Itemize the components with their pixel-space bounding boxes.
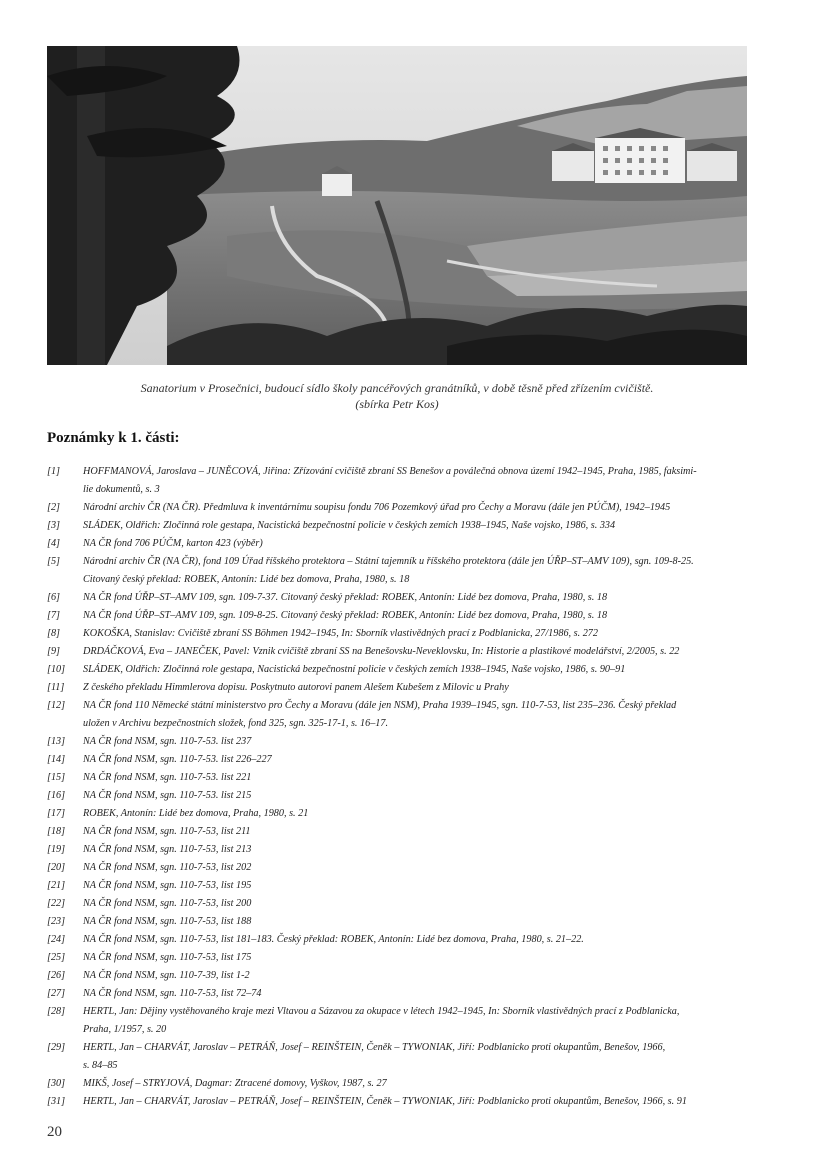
note-number: [28]: [47, 1006, 66, 1017]
note-number: [26]: [47, 970, 66, 981]
note-item: [47, 1075, 747, 1093]
note-text-line: DRDÁČKOVÁ, Eva – JANEČEK, Pavel: Vznik cvičiště zbraní SS na Benešovsku-Neveklovsku, In: Historie a plastikové modelářství, 2/2005, s. 22: [83, 646, 680, 657]
note-text: [83, 535, 747, 553]
note-text-line: NA ČR fond NSM, sgn. 110-7-53, list 200: [83, 898, 252, 909]
note-number: [22]: [47, 898, 66, 909]
note-item: [47, 949, 747, 967]
note-item: [47, 895, 747, 913]
note-text-line: uložen v Archivu bezpečnostních složek, fond 325, sgn. 325-17-1, s. 16–17.: [83, 718, 389, 729]
note-number: [16]: [47, 790, 66, 801]
note-number: [14]: [47, 754, 66, 765]
note-text: [83, 985, 747, 1003]
note-item: [47, 1039, 747, 1075]
note-text: [83, 589, 747, 607]
note-text-line: NA ČR fond NSM, sgn. 110-7-53. list 226–227: [83, 754, 272, 765]
note-text: [83, 1003, 747, 1039]
note-item: [47, 553, 747, 589]
sanatorium-photo: [47, 46, 747, 365]
photo-illustration: [47, 46, 747, 365]
note-text: [83, 517, 747, 535]
note-item: [47, 661, 747, 679]
note-text-line: NA ČR fond NSM, sgn. 110-7-53, list 195: [83, 880, 252, 891]
note-number: [31]: [47, 1096, 66, 1107]
note-text-line: SLÁDEK, Oldřich: Zločinná role gestapa, Nacistická bezpečnostní policie v českých zemích 1938–1945, Naše vojsko, 1986, s. 334: [83, 520, 616, 531]
note-text: [83, 859, 747, 877]
note-item: [47, 931, 747, 949]
note-item: [47, 769, 747, 787]
note-item: [47, 697, 747, 733]
note-item: [47, 967, 747, 985]
note-item: [47, 913, 747, 931]
note-number: [11]: [47, 682, 65, 693]
note-item: [47, 1003, 747, 1039]
note-text: [83, 931, 747, 949]
note-text-line: HERTL, Jan – CHARVÁT, Jaroslav – PETRÁŇ, Josef – REINŠTEIN, Čeněk – TYWONIAK, Jiří: Podblanicko proti okupantům, Benešov, 1966,: [83, 1042, 666, 1053]
note-number: [30]: [47, 1078, 66, 1089]
note-text-line: NA ČR fond NSM, sgn. 110-7-53, list 213: [83, 844, 252, 855]
note-number: [17]: [47, 808, 66, 819]
note-text: [83, 1039, 747, 1075]
note-text-line: SLÁDEK, Oldřich: Zločinná role gestapa, Nacistická bezpečnostní policie v českých zemích 1938–1945, Naše vojsko, 1986, s. 90–91: [83, 664, 626, 675]
note-item: [47, 751, 747, 769]
note-text: [83, 751, 747, 769]
note-item: [47, 805, 747, 823]
note-text-line: Národní archiv ČR (NA ČR). Předmluva k inventárnímu soupisu fondu 706 Pozemkový úřad pro Čechy a Moravu (dále jen PÚČM), 1942–1945: [83, 502, 671, 513]
note-text: [83, 949, 747, 967]
note-text-line: NA ČR fond NSM, sgn. 110-7-53. list 215: [83, 790, 252, 801]
note-text: [83, 823, 747, 841]
note-text-line: NA ČR fond NSM, sgn. 110-7-53, list 188: [83, 916, 252, 927]
note-text: [83, 499, 747, 517]
notes-heading: Poznámky k 1. části:: [47, 430, 180, 446]
note-text: [83, 841, 747, 859]
note-item: [47, 607, 747, 625]
note-item: [47, 823, 747, 841]
note-text-line: Z českého překladu Himmlerova dopisu. Poskytnuto autorovi panem Alešem Kubešem z Milovic u Prahy: [83, 682, 509, 693]
note-item: [47, 625, 747, 643]
note-number: [15]: [47, 772, 66, 783]
note-number: [7]: [47, 610, 61, 621]
note-number: [12]: [47, 700, 66, 711]
note-text-line: ROBEK, Antonín: Lidé bez domova, Praha, 1980, s. 21: [83, 808, 309, 819]
note-text-line: NA ČR fond 110 Německé státní ministerstvo pro Čechy a Moravu (dále jen NSM), Praha 1939–1945, sgn. 110-7-53, list 235–236. Český překlad: [83, 700, 677, 711]
note-text: [83, 769, 747, 787]
note-text-line: s. 84–85: [83, 1060, 118, 1071]
note-text: [83, 1093, 747, 1111]
note-number: [13]: [47, 736, 66, 747]
photo-caption: [47, 380, 747, 412]
note-item: [47, 787, 747, 805]
note-number: [2]: [47, 502, 61, 513]
note-item: [47, 859, 747, 877]
note-text-line: Národní archiv ČR (NA ČR), fond 109 Úřad říšského protektora – Státní tajemník u říšského protektora (dále jen ÚŘP–ST–AMV 109), sgn. 109-8-25.: [83, 556, 694, 567]
note-item: [47, 985, 747, 1003]
note-item: [47, 535, 747, 553]
note-number: [18]: [47, 826, 66, 837]
note-text-line: NA ČR fond NSM, sgn. 110-7-53, list 202: [83, 862, 252, 873]
note-text-line: Citovaný český překlad: ROBEK, Antonín: Lidé bez domova, Praha, 1980, s. 18: [83, 574, 410, 585]
note-text: [83, 895, 747, 913]
note-item: [47, 499, 747, 517]
note-text-line: HERTL, Jan – CHARVÁT, Jaroslav – PETRÁŇ, Josef – REINŠTEIN, Čeněk – TYWONIAK, Jiří: Podblanicko proti okupantům, Benešov, 1966, s. 91: [83, 1096, 687, 1107]
note-text: [83, 463, 747, 499]
caption-line-2: (sbírka Petr Kos): [355, 397, 439, 411]
note-number: [6]: [47, 592, 61, 603]
note-item: [47, 589, 747, 607]
note-text: [83, 625, 747, 643]
note-text-line: NA ČR fond NSM, sgn. 110-7-53, list 181–183. Český překlad: ROBEK, Antonín: Lidé bez domova, Praha, 1980, s. 21–22.: [83, 934, 584, 945]
note-text-line: NA ČR fond NSM, sgn. 110-7-53. list 221: [83, 772, 252, 783]
note-text: [83, 733, 747, 751]
note-number: [27]: [47, 988, 66, 999]
note-text-line: NA ČR fond 706 PÚČM, karton 423 (výběr): [83, 538, 263, 549]
note-text: [83, 787, 747, 805]
note-number: [1]: [47, 466, 61, 477]
note-item: [47, 679, 747, 697]
notes-list: [47, 463, 747, 1111]
note-text: [83, 967, 747, 985]
note-number: [3]: [47, 520, 61, 531]
note-number: [21]: [47, 880, 66, 891]
note-text-line: NA ČR fond NSM, sgn. 110-7-39, list 1-2: [83, 970, 250, 981]
note-text-line: HOFFMANOVÁ, Jaroslava – JUNĚCOVÁ, Jiřina: Zřízování cvičiště zbraní SS Benešov a poválečná obnova území 1942–1945, Praha, 1985, faksimi-: [83, 466, 697, 477]
note-number: [29]: [47, 1042, 66, 1053]
note-item: [47, 517, 747, 535]
note-text: [83, 913, 747, 931]
note-number: [5]: [47, 556, 61, 567]
note-item: [47, 733, 747, 751]
note-text: [83, 553, 747, 589]
note-text: [83, 877, 747, 895]
note-number: [25]: [47, 952, 66, 963]
note-number: [8]: [47, 628, 61, 639]
note-text: [83, 679, 747, 697]
note-number: [23]: [47, 916, 66, 927]
note-text: [83, 607, 747, 625]
note-text-line: NA ČR fond NSM, sgn. 110-7-53, list 211: [83, 826, 251, 837]
note-text-line: KOKOŠKA, Stanislav: Cvičiště zbraní SS Böhmen 1942–1945, In: Sborník vlastivědných prací z Podblanicka, 27/1986, s. 272: [83, 628, 598, 639]
note-item: [47, 841, 747, 859]
note-text-line: NA ČR fond ÚŘP–ST–AMV 109, sgn. 109-8-25. Citovaný český překlad: ROBEK, Antonín: Lidé bez domova, Praha, 1980, s. 18: [83, 610, 608, 621]
note-text: [83, 805, 747, 823]
note-text-line: lie dokumentů, s. 3: [83, 484, 160, 495]
note-number: [19]: [47, 844, 66, 855]
note-text: [83, 697, 747, 733]
note-text-line: NA ČR fond NSM, sgn. 110-7-53, list 175: [83, 952, 252, 963]
page-number: 20: [47, 1124, 62, 1140]
note-text-line: MIKŠ, Josef – STRYJOVÁ, Dagmar: Ztracené domovy, Vyškov, 1987, s. 27: [83, 1078, 387, 1089]
note-number: [10]: [47, 664, 66, 675]
note-text: [83, 661, 747, 679]
note-number: [4]: [47, 538, 61, 549]
note-text: [83, 1075, 747, 1093]
note-text: [83, 643, 747, 661]
caption-line-1: Sanatorium v Prosečnici, budoucí sídlo školy pancéřových granátníků, v době těsně před zřízením cvičiště.: [140, 381, 654, 395]
note-text-line: NA ČR fond NSM, sgn. 110-7-53, list 72–74: [83, 988, 262, 999]
note-text-line: NA ČR fond ÚŘP–ST–AMV 109, sgn. 109-7-37. Citovaný český překlad: ROBEK, Antonín: Lidé bez domova, Praha, 1980, s. 18: [83, 592, 608, 603]
note-text-line: NA ČR fond NSM, sgn. 110-7-53. list 237: [83, 736, 252, 747]
note-number: [20]: [47, 862, 66, 873]
note-item: [47, 1093, 747, 1111]
note-item: [47, 877, 747, 895]
note-item: [47, 643, 747, 661]
note-number: [9]: [47, 646, 61, 657]
note-item: [47, 463, 747, 499]
note-text-line: HERTL, Jan: Dějiny vystěhovaného kraje mezi Vltavou a Sázavou za okupace v létech 1942–1945, In: Sborník vlastivědných prací z Podblanicka,: [83, 1006, 680, 1017]
note-number: [24]: [47, 934, 66, 945]
note-text-line: Praha, 1/1957, s. 20: [83, 1024, 167, 1035]
